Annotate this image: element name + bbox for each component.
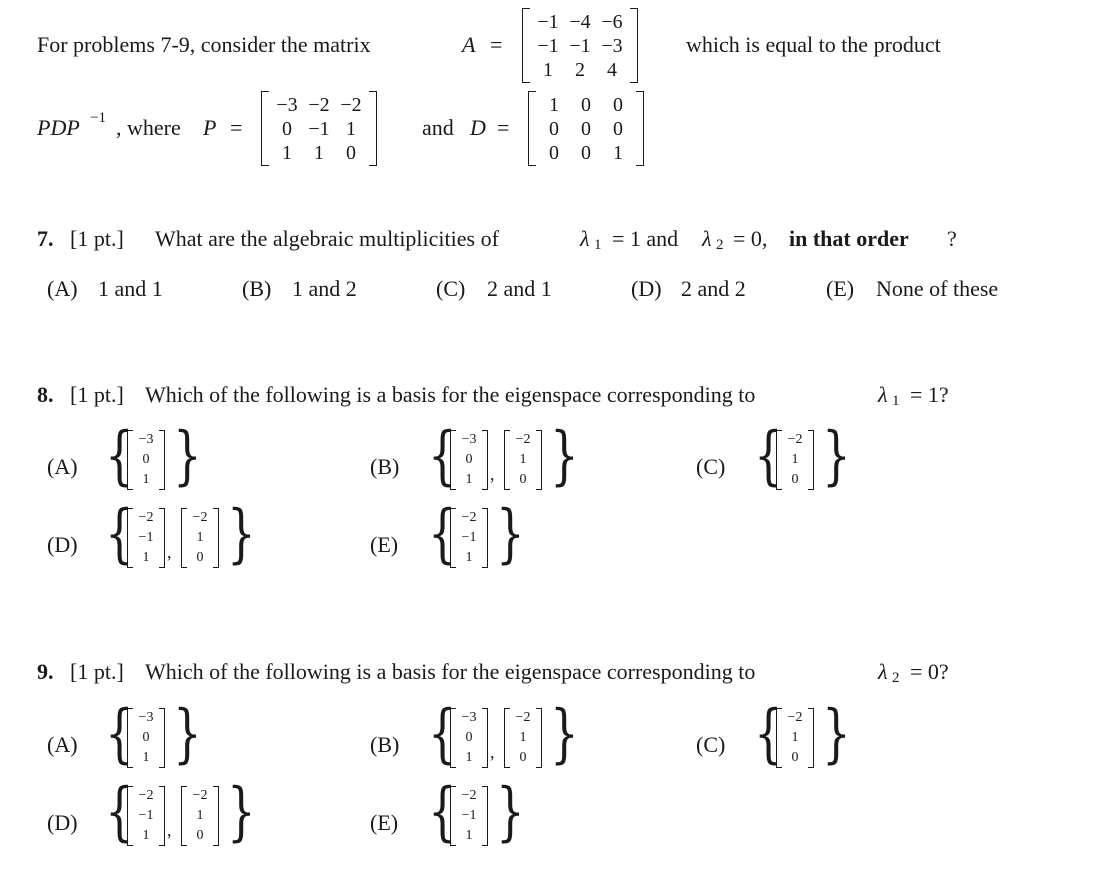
intro-line1-text: For problems 7-9, consider the matrix xyxy=(37,32,371,57)
matrix-P xyxy=(261,91,377,166)
matrix-entry: −2 xyxy=(138,510,154,526)
lambda-subscript: 2 xyxy=(716,237,724,253)
q9-text: Which of the following is a basis for the eigenspace corresponding to xyxy=(145,659,756,684)
set-brace-right: } xyxy=(173,697,202,771)
option-label: (D) xyxy=(631,276,662,301)
matrix-entry: −1 xyxy=(569,35,591,57)
basis-vector xyxy=(504,430,542,490)
bracket-right xyxy=(159,786,165,846)
q7-question-mark: ? xyxy=(947,226,957,251)
matrix-A-symbol: A xyxy=(462,32,476,57)
bracket-right xyxy=(213,786,219,846)
matrix-P-symbol: P xyxy=(203,115,217,140)
equals-sign: = xyxy=(490,32,503,57)
matrix-entry: −3 xyxy=(461,710,477,726)
basis-vector xyxy=(127,430,165,490)
set-brace-left: { xyxy=(428,419,457,493)
matrix-entry: 1 xyxy=(543,59,553,81)
bracket-right xyxy=(159,708,165,768)
vector-separator: , xyxy=(167,542,172,562)
equals-sign: = xyxy=(230,115,243,140)
basis-vector xyxy=(127,508,165,568)
matrix-entry: 0 xyxy=(282,118,292,140)
q8-number: 8. xyxy=(37,382,54,407)
basis-vector xyxy=(127,786,165,846)
lambda-symbol: λ xyxy=(580,226,590,251)
vector-separator: , xyxy=(167,820,172,840)
matrix-entry: 1 xyxy=(142,827,150,843)
basis-vector xyxy=(127,708,165,768)
bracket-right xyxy=(808,430,814,490)
matrix-A xyxy=(522,8,638,83)
option-text: 1 and 2 xyxy=(292,276,357,301)
option-label: (D) xyxy=(47,810,78,835)
matrix-entry: 1 xyxy=(142,749,150,765)
option-text: 2 and 2 xyxy=(681,276,746,301)
bracket-left xyxy=(528,91,536,166)
matrix-entry: −2 xyxy=(192,510,208,526)
matrix-entry: −3 xyxy=(601,35,623,57)
basis-vector xyxy=(450,786,488,846)
bracket-right xyxy=(808,708,814,768)
option-label: (B) xyxy=(370,732,400,757)
matrix-entry: 0 xyxy=(196,827,204,843)
matrix-entry: 1 xyxy=(613,142,623,164)
option-label: (B) xyxy=(370,454,400,479)
bracket-right xyxy=(536,430,542,490)
matrix-entry: −3 xyxy=(138,710,154,726)
q9-points: [1 pt.] xyxy=(70,659,124,684)
matrix-entry: 0 xyxy=(142,729,150,745)
option-label: (E) xyxy=(370,532,399,557)
matrix-entry: 1 xyxy=(549,94,559,116)
set-brace-left: { xyxy=(105,697,134,771)
option-label: (A) xyxy=(47,454,78,479)
basis-vector xyxy=(776,708,814,768)
matrix-entry: −1 xyxy=(308,118,330,140)
q7-text: What are the algebraic multiplicities of xyxy=(155,226,499,251)
set-brace-right: } xyxy=(822,419,851,493)
basis-vector xyxy=(450,708,488,768)
basis-vector xyxy=(450,430,488,490)
pdp-inverse-exponent: −1 xyxy=(90,110,106,126)
q9-number: 9. xyxy=(37,659,54,684)
option-label: (C) xyxy=(696,454,726,479)
matrix-entry: 0 xyxy=(613,118,623,140)
matrix-entry: 0 xyxy=(581,94,591,116)
set-brace-right: } xyxy=(496,497,525,571)
q7-emphasis: in that order xyxy=(789,226,909,251)
option-label: (B) xyxy=(242,276,272,301)
matrix-entry: 0 xyxy=(142,451,150,467)
matrix-entry: 4 xyxy=(607,59,617,81)
bracket-right xyxy=(482,708,488,768)
matrix-entry: −2 xyxy=(461,788,477,804)
intro-line1-tail: which is equal to the product xyxy=(686,32,941,57)
q7-number: 7. xyxy=(37,226,54,251)
bracket-right xyxy=(636,91,644,166)
set-brace-right: } xyxy=(550,419,579,493)
set-brace-left: { xyxy=(754,419,783,493)
set-brace-left: { xyxy=(428,775,457,849)
matrix-entry: −2 xyxy=(340,94,362,116)
set-brace-left: { xyxy=(428,497,457,571)
option-label: (A) xyxy=(47,732,78,757)
vector-separator: , xyxy=(490,464,495,484)
set-brace-right: } xyxy=(496,775,525,849)
q9-eq: = 0? xyxy=(910,659,949,684)
option-label: (A) xyxy=(47,276,78,301)
bracket-left xyxy=(522,8,530,83)
option-label: (E) xyxy=(826,276,855,301)
matrix-entry: −2 xyxy=(787,432,803,448)
option-label: (D) xyxy=(47,532,78,557)
matrix-entry: −2 xyxy=(787,710,803,726)
matrix-entry: 2 xyxy=(575,59,585,81)
matrix-entry: 1 xyxy=(519,729,527,745)
matrix-entry: −2 xyxy=(515,710,531,726)
bracket-right xyxy=(630,8,638,83)
option-text: None of these xyxy=(876,276,999,301)
basis-vector xyxy=(504,708,542,768)
matrix-entry: −1 xyxy=(138,807,154,823)
option-text: 2 and 1 xyxy=(487,276,552,301)
set-brace-right: } xyxy=(173,419,202,493)
matrix-entry: 1 xyxy=(196,807,204,823)
set-brace-right: } xyxy=(227,775,256,849)
lambda-symbol: λ xyxy=(878,382,888,407)
q8-eq: = 1? xyxy=(910,382,949,407)
matrix-entry: 1 xyxy=(282,142,292,164)
matrix-entry: 0 xyxy=(791,471,799,487)
matrix-entry: 1 xyxy=(465,749,473,765)
bracket-right xyxy=(482,508,488,568)
basis-vector xyxy=(450,508,488,568)
q8-points: [1 pt.] xyxy=(70,382,124,407)
bracket-right xyxy=(159,508,165,568)
matrix-entry: 1 xyxy=(196,529,204,545)
basis-vector xyxy=(181,786,219,846)
matrix-entry: −1 xyxy=(461,807,477,823)
q7-eq2: = 0, xyxy=(733,226,768,251)
basis-vector xyxy=(181,508,219,568)
set-brace-left: { xyxy=(105,775,134,849)
lambda-subscript: 1 xyxy=(892,393,900,409)
q8-text: Which of the following is a basis for the eigenspace corresponding to xyxy=(145,382,756,407)
bracket-right xyxy=(536,708,542,768)
matrix-entry: 0 xyxy=(196,549,204,565)
and-text: and xyxy=(422,115,454,140)
bracket-right xyxy=(482,786,488,846)
matrix-entry: 1 xyxy=(465,471,473,487)
equals-sign: = xyxy=(497,115,510,140)
matrix-entry: 0 xyxy=(549,142,559,164)
option-label: (E) xyxy=(370,810,399,835)
matrix-entry: −4 xyxy=(569,11,591,33)
set-brace-right: } xyxy=(822,697,851,771)
matrix-entry: 0 xyxy=(519,749,527,765)
where-text: , where xyxy=(116,115,181,140)
bracket-right xyxy=(369,91,377,166)
matrix-entry: −1 xyxy=(461,529,477,545)
q7-points: [1 pt.] xyxy=(70,226,124,251)
matrix-entry: −2 xyxy=(138,788,154,804)
matrix-entry: −1 xyxy=(537,35,559,57)
matrix-entry: 0 xyxy=(581,142,591,164)
matrix-entry: 1 xyxy=(519,451,527,467)
matrix-entry: 0 xyxy=(465,451,473,467)
lambda-symbol: λ xyxy=(702,226,712,251)
matrix-entry: 0 xyxy=(791,749,799,765)
lambda-symbol: λ xyxy=(878,659,888,684)
set-brace-left: { xyxy=(428,697,457,771)
matrix-entry: 0 xyxy=(465,729,473,745)
matrix-entry: 0 xyxy=(581,118,591,140)
vector-separator: , xyxy=(490,742,495,762)
option-text: 1 and 1 xyxy=(98,276,163,301)
set-brace-right: } xyxy=(227,497,256,571)
matrix-entry: −2 xyxy=(308,94,330,116)
matrix-entry: 1 xyxy=(791,451,799,467)
set-brace-left: { xyxy=(105,419,134,493)
matrix-D xyxy=(528,91,644,166)
matrix-entry: −1 xyxy=(138,529,154,545)
pdp-inverse-base: PDP xyxy=(37,115,80,140)
matrix-entry: 0 xyxy=(346,142,356,164)
basis-vector xyxy=(776,430,814,490)
matrix-entry: 1 xyxy=(142,471,150,487)
matrix-entry: 1 xyxy=(142,549,150,565)
bracket-left xyxy=(261,91,269,166)
option-label: (C) xyxy=(436,276,466,301)
bracket-right xyxy=(482,430,488,490)
lambda-subscript: 2 xyxy=(892,670,900,686)
matrix-entry: 1 xyxy=(346,118,356,140)
matrix-entry: 1 xyxy=(791,729,799,745)
matrix-entry: −1 xyxy=(537,11,559,33)
set-brace-left: { xyxy=(105,497,134,571)
matrix-entry: −3 xyxy=(461,432,477,448)
set-brace-right: } xyxy=(550,697,579,771)
matrix-entry: 0 xyxy=(613,94,623,116)
matrix-entry: −2 xyxy=(192,788,208,804)
matrix-entry: 1 xyxy=(314,142,324,164)
set-brace-left: { xyxy=(754,697,783,771)
matrix-entry: 1 xyxy=(465,549,473,565)
q7-eq1: = 1 and xyxy=(612,226,679,251)
option-label: (C) xyxy=(696,732,726,757)
matrix-entry: −2 xyxy=(461,510,477,526)
matrix-entry: 1 xyxy=(465,827,473,843)
matrix-D-symbol: D xyxy=(470,115,486,140)
lambda-subscript: 1 xyxy=(594,237,602,253)
matrix-entry: 0 xyxy=(549,118,559,140)
matrix-entry: 0 xyxy=(519,471,527,487)
bracket-right xyxy=(159,430,165,490)
matrix-entry: −3 xyxy=(276,94,298,116)
matrix-entry: −3 xyxy=(138,432,154,448)
matrix-entry: −6 xyxy=(601,11,623,33)
bracket-right xyxy=(213,508,219,568)
matrix-entry: −2 xyxy=(515,432,531,448)
